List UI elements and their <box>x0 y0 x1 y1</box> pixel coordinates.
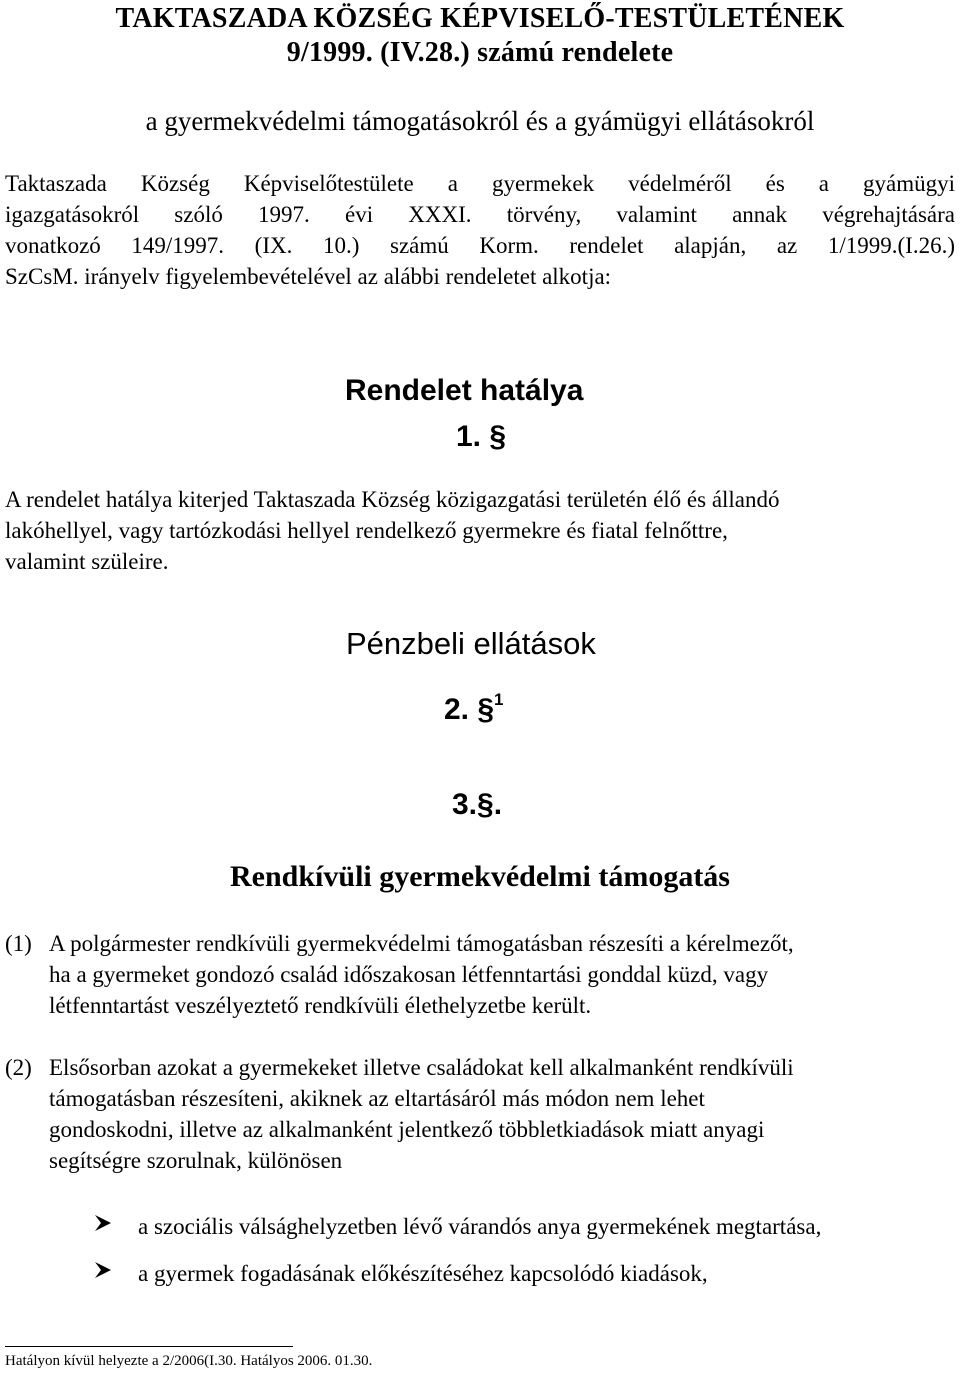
item-line: létfenntartást veszélyeztető rendkívüli élethelyzetbe került. <box>49 993 592 1018</box>
section-number-label: 2. <box>444 693 478 726</box>
item-line: támogatásban részesíteni, akiknek az eltartásáról más módon nem lehet <box>49 1086 705 1111</box>
arrowhead-bullet-icon <box>93 1258 113 1289</box>
item-line: segítségre szorulnak, különösen <box>49 1148 343 1173</box>
footnote-text: Hatályon kívül helyezte a 2/2006(I.30. Hatályos 2006. 01.30. <box>5 1353 373 1369</box>
item-line: Elsősorban azokat a gyermekeket illetve családokat kell alkalmanként rendkívüli <box>49 1055 794 1080</box>
section-sign-icon: § <box>477 693 495 726</box>
bullet-text: a gyermek fogadásának előkészítéséhez kapcsolódó kiadások, <box>138 1261 708 1286</box>
intro-line: Taktaszada Község Képviselőtestülete a gyermekek védelméről és a gyámügyi <box>5 171 955 196</box>
section-sign-icon: § <box>489 420 507 453</box>
section-number-2 <box>444 690 504 727</box>
footnote-divider <box>5 1346 293 1347</box>
section-title-rendkivuli: Rendkívüli gyermekvédelmi támogatás <box>230 860 730 893</box>
paragraph-line: valamint szüleire. <box>5 549 169 574</box>
paragraph-line: A rendelet hatálya kiterjed Taktaszada Község közigazgatási területén élő és állandó <box>5 487 780 512</box>
section-number-1 <box>456 420 506 454</box>
item-body <box>49 928 949 1021</box>
intro-line: vonatkozó 149/1997. (IX. 10.) számú Korm. rendelet alapján, az 1/1999.(I.26.) <box>5 233 955 258</box>
intro-paragraph <box>5 168 955 292</box>
section-title-rendelet-hatalya: Rendelet hatálya <box>345 374 584 407</box>
section-number-3: 3.§. <box>452 788 503 821</box>
bullet-text: a szociális válsághelyzetben lévő várandós anya gyermekének megtartása, <box>138 1214 822 1239</box>
section-number-label: 1. <box>456 420 490 453</box>
footnote-reference: 1 <box>494 690 504 709</box>
item-line: A polgármester rendkívüli gyermekvédelmi támogatásban részesíti a kérelmezőt, <box>49 931 794 956</box>
intro-line: igazgatásokról szóló 1997. évi XXXI. törvény, valamint annak végrehajtására <box>5 202 955 227</box>
section-title-penzbeli-ellatasok: Pénzbeli ellátások <box>346 626 596 661</box>
item-number: (1) <box>5 931 32 956</box>
rendelet-hatalya-paragraph <box>5 484 955 577</box>
paragraph-line: lakóhellyel, vagy tartózkodási hellyel rendelkező gyermekre és fiatal felnőttre, <box>5 518 728 543</box>
item-line: ha a gyermeket gondozó család időszakosan létfenntartási gonddal küzd, vagy <box>49 962 769 987</box>
item-line: gondoskodni, illetve az alkalmanként jelentkező többletkiadások miatt anyagi <box>49 1117 765 1142</box>
item-body <box>49 1052 949 1176</box>
section-number-label: 3. <box>452 788 478 821</box>
intro-line: SzCsM. irányelv figyelembevételével az alábbi rendeletet alkotja: <box>5 264 612 289</box>
section-sign-icon: § <box>477 788 494 821</box>
item-number: (2) <box>5 1055 32 1080</box>
document-title-line-2: 9/1999. (IV.28.) számú rendelete <box>286 37 674 68</box>
arrowhead-bullet-icon <box>93 1211 113 1242</box>
document-title-line-1: TAKTASZADA KÖZSÉG KÉPVISELŐ-TESTÜLETÉNEK <box>115 3 845 34</box>
document-subtitle: a gyermekvédelmi támogatásokról és a gyámügyi ellátásokról <box>145 106 815 136</box>
